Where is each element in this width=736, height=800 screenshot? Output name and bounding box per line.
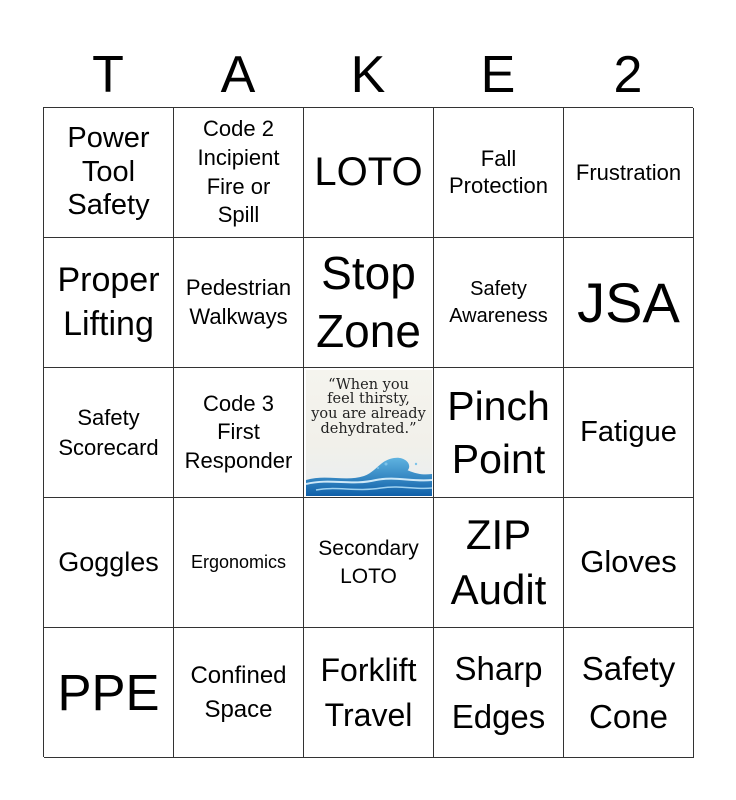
cell-text: Proper Lifting [57, 260, 160, 343]
bingo-cell[interactable] [304, 498, 434, 628]
cell-text: Stop Zone [316, 247, 421, 357]
header-letter: A [220, 46, 256, 104]
bingo-cell[interactable] [304, 108, 434, 238]
bingo-cell[interactable] [174, 238, 304, 368]
cell-text: Gloves [580, 544, 677, 580]
bingo-cell[interactable] [44, 368, 174, 498]
cell-text: LOTO [314, 150, 423, 195]
bingo-cell[interactable] [174, 368, 304, 498]
cell-text: Ergonomics [190, 551, 287, 572]
cell-text: Sharp Edges [451, 649, 546, 735]
hydration-quote-image [306, 370, 432, 496]
bingo-cell[interactable] [564, 628, 694, 758]
cell-text: Safety Scorecard [58, 405, 159, 460]
bingo-cell[interactable] [434, 498, 564, 628]
header-letter: E [480, 46, 516, 104]
header-letter: T [92, 46, 124, 104]
cell-text: Forklift Travel [320, 651, 417, 733]
cell-text: Code 3 First Responder [184, 391, 293, 473]
bingo-cell[interactable] [564, 498, 694, 628]
bingo-cell[interactable] [174, 628, 304, 758]
header-letter: K [350, 46, 386, 104]
cell-text: Power Tool Safety [67, 121, 150, 222]
quote-text: “When you feel thirsty, you are already dehydrated.” [311, 376, 426, 438]
cell-text: Frustration [575, 159, 682, 185]
bingo-cell[interactable] [174, 498, 304, 628]
cell-text: Secondary LOTO [318, 536, 419, 588]
cell-text: Goggles [58, 546, 159, 577]
bingo-cell-free-space[interactable] [304, 368, 434, 498]
bingo-cell[interactable] [434, 108, 564, 238]
cell-text: Confined Space [190, 661, 287, 723]
bingo-cell[interactable] [44, 628, 174, 758]
bingo-cell[interactable] [434, 628, 564, 758]
header-letter: 2 [613, 46, 643, 104]
bingo-cell[interactable] [174, 108, 304, 238]
cell-text: ZIP Audit [450, 510, 547, 613]
cell-text: Safety Cone [581, 649, 676, 735]
bingo-cell[interactable] [44, 498, 174, 628]
water-wave-icon [306, 446, 432, 496]
cell-text: Pedestrian Walkways [185, 274, 292, 329]
bingo-cell[interactable] [434, 368, 564, 498]
bingo-cell[interactable] [564, 368, 694, 498]
cell-text: Code 2 Incipient Fire or Spill [197, 116, 280, 228]
bingo-cell[interactable] [564, 238, 694, 368]
cell-text: Fatigue [580, 415, 677, 448]
cell-text: JSA [577, 270, 680, 334]
bingo-header [43, 44, 693, 106]
bingo-cell[interactable] [44, 108, 174, 238]
cell-text: Pinch Point [447, 383, 550, 482]
cell-text: Safety Awareness [449, 277, 548, 327]
bingo-cell[interactable] [44, 238, 174, 368]
bingo-cell[interactable] [304, 628, 434, 758]
bingo-cell[interactable] [564, 108, 694, 238]
cell-text: PPE [57, 663, 160, 721]
bingo-board [43, 107, 693, 757]
bingo-cell[interactable] [304, 238, 434, 368]
bingo-cell[interactable] [434, 238, 564, 368]
cell-text: Fall Protection [448, 146, 549, 198]
